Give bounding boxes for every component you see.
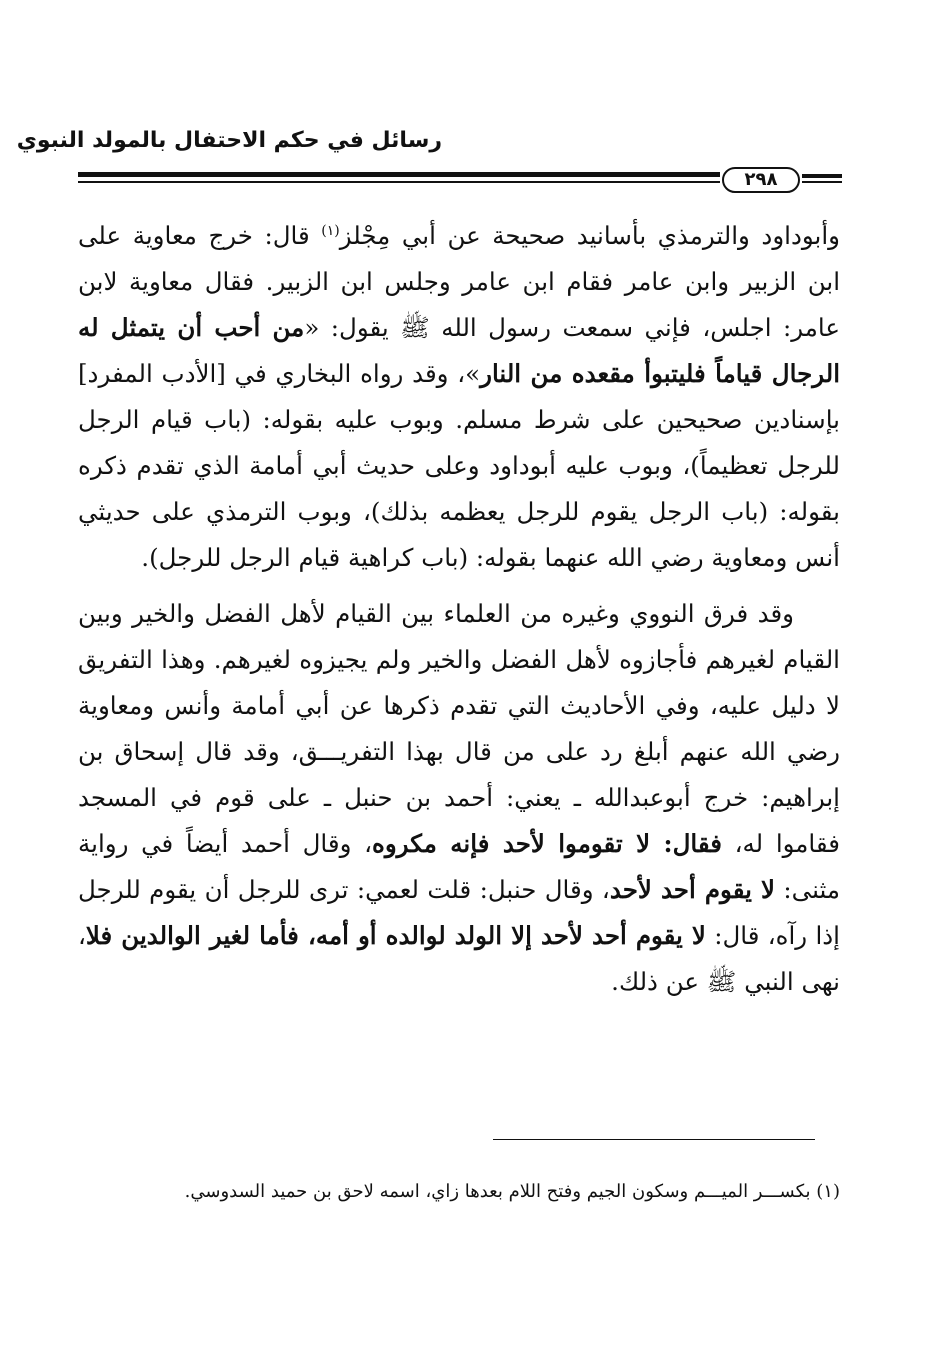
text-run: وقد فرق النووي وغيره من العلماء بين القيام لأهل الفضل والخير وبين القيام لغيرهم فأجازوه لأهل الفضل والخير ولم يجيزوه لغيرهم. وهذا التفريق لا دليل عليه، وفي الأحاديث التي تقدم ذكرها عن أبي أمامة وأنس ومعاوية رضي الله عنهم أبلغ رد على من قال بهذا التفريـــق، وقد قال إسحاق بن إبراهيم: خرج أبوعبدالله ـ يعني: أحمد بن حنبل ـ على قوم في المسجد فقاموا له، (78, 599, 840, 859)
text-run: »، وقد رواه البخاري في [الأدب المفرد] بإسنادين صحيحين على شرط مسلم. وبوب عليه بقوله: (باب قيام الرجل للرجل تعظيماً)، وبوب عليه أبوداود وعلى حديث أبي أمامة الذي تقدم ذكره بقوله: (باب الرجل يقوم للرجل يعظمه بذلك)، وبوب الترمذي على حديثي أنس ومعاوية رضي الله عنهما بقوله: (باب كراهية قيام الرجل للرجل). (78, 359, 840, 573)
running-title: رسائل في حكم الاحتفال بالمولد النبوي (16, 128, 442, 153)
header-rule-thin (78, 181, 720, 183)
body-text (78, 208, 840, 1005)
footnote-reference: (١) (321, 223, 340, 239)
page-number-badge: ٢٩٨ (722, 167, 800, 193)
text-run: ، وقال حنبل: قلت لعمي: ترى للرجل أن يقوم للرجل إذا رآه، قال: (78, 875, 840, 951)
footnote-separator (493, 1139, 815, 1140)
bold-quote: لا يقوم أحد لأحد (609, 875, 776, 905)
paragraph (78, 591, 840, 1005)
header-rule-right-thin (802, 181, 842, 183)
hadith-quote: من أحب أن يتمثل له الرجال قياماً فليتبوأ مقعده من النار (78, 313, 841, 389)
header-rule (78, 172, 720, 177)
text-run: وأبوداود والترمذي بأسانيد صحيحة عن أبي مِجْلز (339, 221, 840, 251)
header-rule-right (802, 174, 842, 178)
text-run: قال: خرج معاوية على ابن الزبير وابن عامر فقام ابن عامر وجلس ابن الزبير. فقال معاوية لابن عامر: اجلس، فإني سمعت رسول الله ﷺ يقول: « (78, 221, 840, 343)
bold-quote: فقال: لا تقوموا لأحد فإنه مكروه (372, 829, 722, 859)
footnote: (١) بكســـر الميـــم وسكون الجيم وفتح اللام بعدها زاي، اسمه لاحق بن حميد السدوسي. (184, 1181, 840, 1202)
text-run: ، وقال أحمد أيضاً في رواية مثنى: (78, 829, 840, 905)
bold-quote: لا يقوم أحد لأحد إلا الولد لوالده أو أمه، فأما لغير الوالدين فلا (85, 921, 706, 951)
text-run: ، نهى النبي ﷺ عن ذلك. (78, 921, 840, 997)
paragraph (78, 208, 840, 581)
